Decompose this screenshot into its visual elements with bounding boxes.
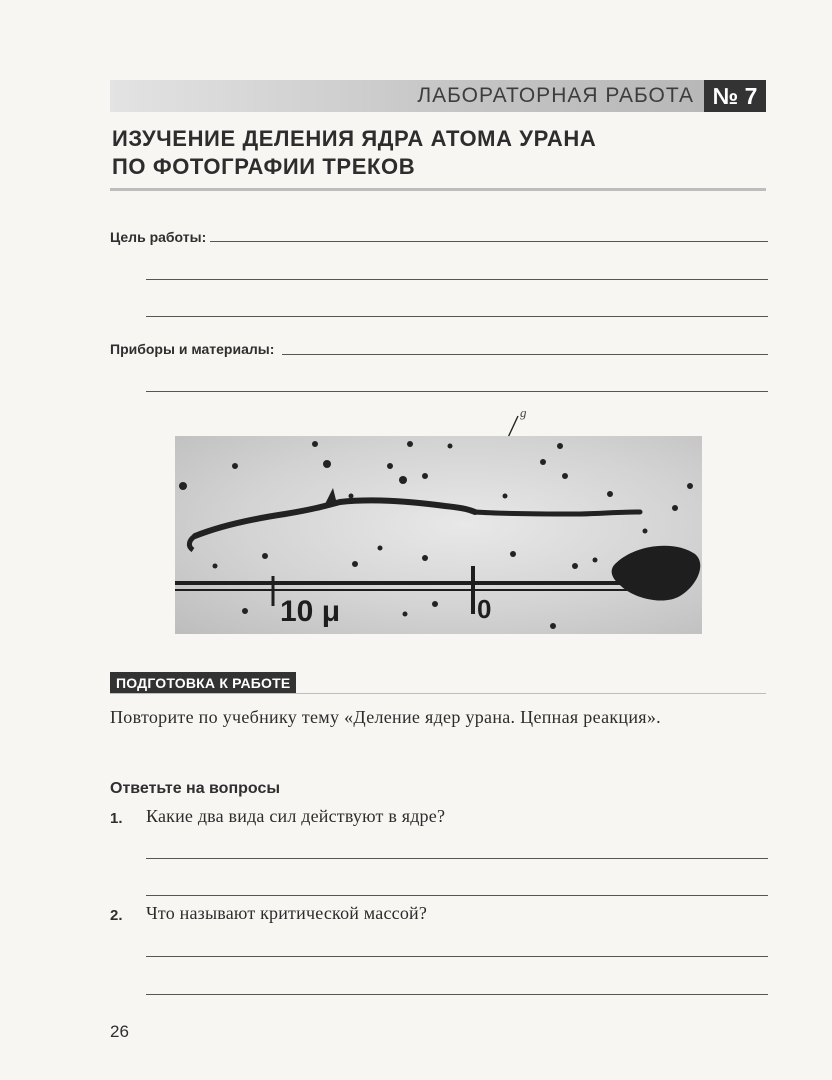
lab-work-number: № 7 <box>704 80 766 112</box>
question-1-number: 1. <box>110 810 123 827</box>
question-2-number: 2. <box>110 907 123 924</box>
goal-answer-line-1[interactable] <box>210 241 768 242</box>
equipment-answer-line-1[interactable] <box>282 354 768 355</box>
preparation-text: Повторите по учебнику тему «Деление ядер урана. Цепная реакция». <box>110 707 661 727</box>
question-2-answer-line-2[interactable] <box>146 994 768 995</box>
question-2-text: Что называют критической массой? <box>146 903 428 923</box>
figure-center-label: 0 <box>477 594 492 624</box>
track-photograph <box>175 436 702 634</box>
preparation-divider <box>110 693 766 694</box>
equipment-answer-line-2[interactable] <box>146 391 768 392</box>
track-photo-drawing <box>175 436 702 634</box>
title-line-2: ПО ФОТОГРАФИИ ТРЕКОВ <box>112 154 416 179</box>
lab-work-label: ЛАБОРАТОРНАЯ РАБОТА <box>417 84 694 107</box>
figure-scale-label: 10 μ <box>280 595 341 628</box>
goal-label: Цель работы: <box>110 229 207 245</box>
question-1-answer-line-1[interactable] <box>146 858 768 859</box>
title-divider <box>110 188 766 191</box>
question-2-answer-line-1[interactable] <box>146 956 768 957</box>
figure-pointer-label: g <box>520 405 527 420</box>
question-1-answer-line-2[interactable] <box>146 895 768 896</box>
goal-answer-line-3[interactable] <box>146 316 768 317</box>
goal-answer-line-2[interactable] <box>146 279 768 280</box>
question-1-text: Какие два вида сил действуют в ядре? <box>146 806 446 826</box>
lab-work-header <box>110 80 766 112</box>
page-title <box>112 125 752 181</box>
questions-heading: Ответьте на вопросы <box>110 780 281 797</box>
title-line-1: ИЗУЧЕНИЕ ДЕЛЕНИЯ ЯДРА АТОМА УРАНА <box>112 126 597 151</box>
equipment-label: Приборы и материалы: <box>110 341 275 357</box>
preparation-badge: ПОДГОТОВКА К РАБОТЕ <box>110 672 296 694</box>
page-number: 26 <box>110 1022 129 1041</box>
